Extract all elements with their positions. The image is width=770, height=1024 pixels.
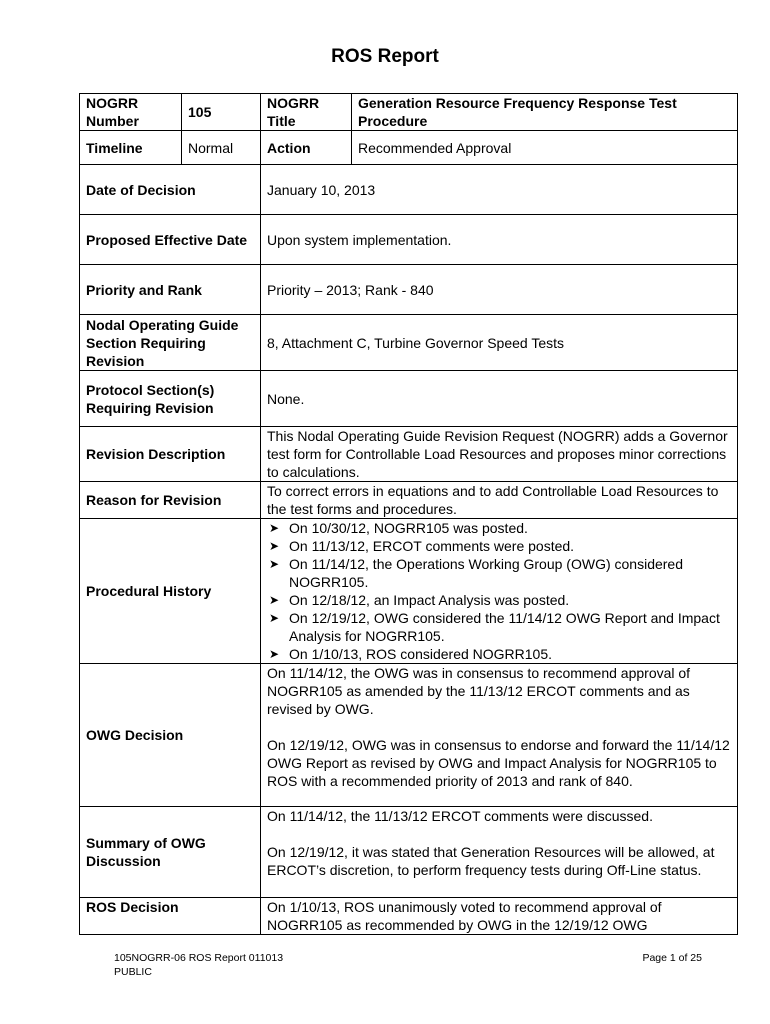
table-row [80,482,738,519]
table-row [80,215,738,265]
procedural-history-label: Procedural History [80,519,261,664]
revision-description-value: This Nodal Operating Guide Revision Request (NOGRR) adds a Governor test form for Controllable Load Resources and proposes minor corrections to calculations. [261,427,738,482]
reason-for-revision-value: To correct errors in equations and to add Controllable Load Resources to the test forms and procedures. [261,482,738,519]
procedural-history-list [267,519,731,663]
owg-discussion-para-2: On 12/19/12, it was stated that Generation Resources will be allowed, at ERCOT’s discretion, to perform frequency tests during Off-Line status. [267,844,715,878]
list-item [267,537,731,555]
owg-decision-cell [261,664,738,807]
list-item [267,555,731,591]
history-item-text: On 12/18/12, an Impact Analysis was posted. [289,592,570,608]
nogrr-title-value: Generation Resource Frequency Response Test Procedure [352,94,738,131]
protocol-section-label: Protocol Section(s) Requiring Revision [80,371,261,427]
owg-decision-para-2: On 12/19/12, OWG was in consensus to endorse and forward the 11/14/12 OWG Report as revised by OWG and Impact Analysis for NOGRR105 to ROS with a recommended priority of 2013 and rank of 840. [267,737,730,789]
footer-page-number: Page 1 of 25 [642,952,702,964]
timeline-value: Normal [182,131,261,165]
procedural-history-cell [261,519,738,664]
owg-decision-label: OWG Decision [80,664,261,807]
page-title: ROS Report [331,46,439,67]
ros-decision-label: ROS Decision [80,898,261,935]
history-item-text: On 1/10/13, ROS considered NOGRR105. [289,646,553,662]
table-row [80,131,738,165]
table-row [80,519,738,664]
revision-description-label: Revision Description [80,427,261,482]
table-row [80,165,738,215]
table-row [80,265,738,315]
footer-doc-info [114,951,283,979]
proposed-effective-date-label: Proposed Effective Date [80,215,261,265]
protocol-section-value: None. [261,371,738,427]
arrow-bullet-icon: ➤ [269,557,280,571]
table-row [80,371,738,427]
arrow-bullet-icon: ➤ [269,611,280,625]
owg-discussion-label: Summary of OWG Discussion [80,807,261,898]
list-item [267,645,731,663]
report-table [79,93,738,935]
ros-decision-value: On 1/10/13, ROS unanimously voted to recommend approval of NOGRR105 as recommended by OWG in the 12/19/12 OWG [261,898,738,935]
table-row [80,427,738,482]
priority-rank-value: Priority – 2013; Rank - 840 [261,265,738,315]
nogrr-number-value: 105 [182,94,261,131]
footer-doc-id: 105NOGRR-06 ROS Report 011013 [114,952,284,964]
history-item-text: On 10/30/12, NOGRR105 was posted. [289,520,528,536]
history-item-text: On 11/14/12, the Operations Working Group (OWG) considered NOGRR105. [289,556,684,590]
list-item [267,591,731,609]
action-value: Recommended Approval [352,131,738,165]
arrow-bullet-icon: ➤ [269,593,280,607]
date-of-decision-value: January 10, 2013 [261,165,738,215]
table-row [80,807,738,898]
owg-decision-para-1: On 11/14/12, the OWG was in consensus to recommend approval of NOGRR105 as amended by the 11/13/12 ERCOT comments and as revised by OWG. [267,665,691,717]
proposed-effective-date-value: Upon system implementation. [261,215,738,265]
priority-rank-label: Priority and Rank [80,265,261,315]
table-row [80,315,738,371]
history-item-text: On 11/13/12, ERCOT comments were posted. [289,538,575,554]
arrow-bullet-icon: ➤ [269,521,280,535]
table-row [80,664,738,807]
timeline-label: Timeline [80,131,182,165]
list-item [267,519,731,537]
guide-section-label: Nodal Operating Guide Section Requiring Revision [80,315,261,371]
arrow-bullet-icon: ➤ [269,539,280,553]
action-label: Action [261,131,352,165]
owg-discussion-cell [261,807,738,898]
table-row [80,898,738,935]
nogrr-title-label: NOGRR Title [261,94,352,131]
footer-classification: PUBLIC [114,966,152,978]
list-item [267,609,731,645]
guide-section-value: 8, Attachment C, Turbine Governor Speed Tests [261,315,738,371]
reason-for-revision-label: Reason for Revision [80,482,261,519]
history-item-text: On 12/19/12, OWG considered the 11/14/12 OWG Report and Impact Analysis for NOGRR105. [289,610,720,644]
arrow-bullet-icon: ➤ [269,647,280,661]
owg-discussion-para-1: On 11/14/12, the 11/13/12 ERCOT comments were discussed. [267,808,653,824]
nogrr-number-label: NOGRR Number [80,94,182,131]
table-row [80,94,738,131]
date-of-decision-label: Date of Decision [80,165,261,215]
